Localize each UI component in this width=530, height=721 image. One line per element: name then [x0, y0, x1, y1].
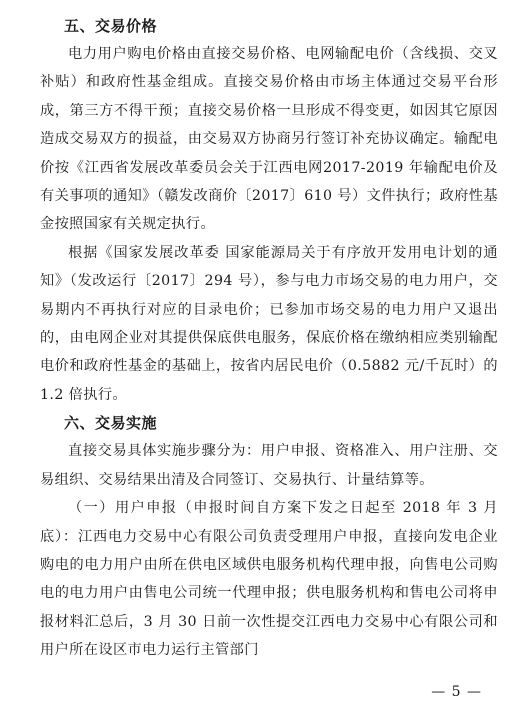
page-number: — 5 —	[431, 684, 482, 700]
paragraph-guarantee-price: 根据《国家发展改革委 国家能源局关于有序放开发用电计划的通知》（发改运行〔2017〕294 号），参与电力市场交易的电力用户，交易期内不再执行对应的目录电价；已参加市场交易的电力用户又退出的，由电网企业对其提供保底供电服务，保底价格在缴纳相应类别输配电价和政府性基金的基础上，按省内居民电价（0.5882 元/千瓦时）的 1.2 倍执行。	[40, 244, 498, 403]
section-heading-trading-implementation: 六、交易实施	[64, 414, 158, 433]
paragraph-user-declaration: （一）用户申报（申报时间自方案下发之日起至 2018 年 3 月底）：江西电力交易中心有限公司负责受理用户申报，直接向发电企业购电的电力用户由所在供电区域供电服务机构代理申报，向售电公司购电的电力用户由售电公司统一代理申报；供电服务机构和售电公司将申报材料汇总后，3 月 30 日前一次性提交江西电力交易中心有限公司和用户所在设区市电力运行主管部门	[40, 500, 498, 659]
document-body	[40, 12, 498, 665]
section-heading-trading-price: 五、交易价格	[64, 17, 158, 35]
paragraph-implementation-steps: 直接交易具体实施步骤分为：用户申报、资格准入、用户注册、交易组织、交易结果出清及合同签订、交易执行、计量结算等。	[40, 443, 498, 488]
paragraph-price-composition: 电力用户购电价格由直接交易价格、电网输配电价（含线损、交叉补贴）和政府性基金组成。直接交易价格由市场主体通过交易平台形成，第三方不得干预；直接交易价格一旦形成不得变更，如因其它原因造成交易双方的损益，由交易双方协商另行签订补充协议确定。输配电价按《江西省发展改革委员会关于江西电网2017-2019 年输配电价及有关事项的通知》（赣发改商价〔2017〕610 号）文件执行；政府性基金按照国家有关规定执行。	[40, 46, 498, 233]
